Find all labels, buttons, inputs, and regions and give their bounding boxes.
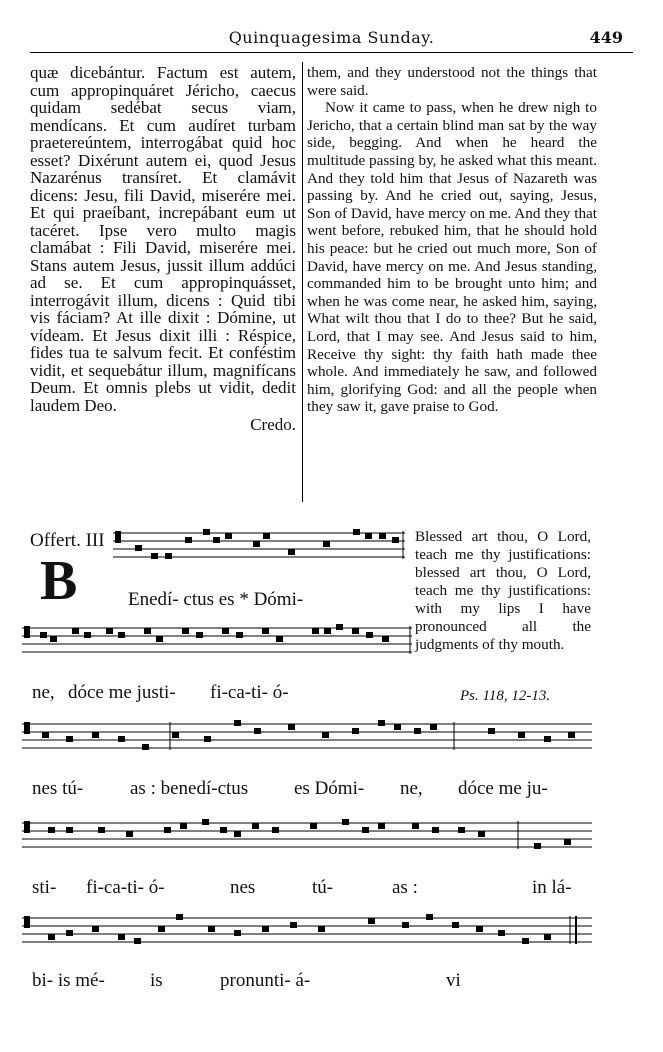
column-divider xyxy=(302,62,303,502)
running-title: Quinquagesima Sunday. xyxy=(228,28,435,47)
chant-staff-1 xyxy=(113,527,405,563)
lyric-syllable: pronunti- á- xyxy=(220,970,311,991)
lyric-syllable: dóce me ju- xyxy=(458,778,548,799)
offertory-citation: Ps. 118, 12-13. xyxy=(460,688,551,704)
lyric-syllable: bi- is mé- xyxy=(32,970,105,991)
lyric-syllable: as : benedí-ctus xyxy=(130,778,249,799)
english-continuation: them, and they understood not the things that were said. xyxy=(307,64,597,99)
lyric-syllable: sti- xyxy=(32,877,57,898)
lyric-syllable: nes tú- xyxy=(32,778,84,799)
lyric-syllable: fi-ca-ti- ó- xyxy=(210,682,289,703)
lyric-syllable: tú- xyxy=(312,877,334,898)
english-column xyxy=(307,64,597,416)
credo-label: Credo. xyxy=(250,415,296,434)
lyric-syllable: vi xyxy=(446,970,461,991)
english-gospel-text: Now it came to pass, when he drew nigh to Jericho, that a certain blind man sat by the way side, begging. And when he heard the multitude passing by, he asked what this meant. And they told him that Jesus of Nazareth was passing by. And he cried out, saying, Jesus, Son of David, have mercy on me. And they that went before, rebuked him, that he should hold his peace: but he cried out much more, Son of David, have mercy on me. And Jesus standing, commanded him to be brought unto him; and when he was come near, he asked him, saying, What wilt thou that I do to thee? But he said, Lord, that I may see. And Jesus said to him, Receive thy sight: thy faith hath made thee whole. And immediately he saw, and followed him, glorifying God: and all the people when they saw it, gave praise to God. xyxy=(307,99,597,416)
offertory-label: Offert. III xyxy=(30,530,105,551)
lyric-syllable: es Dómi- xyxy=(294,778,365,799)
chant-staff-2 xyxy=(22,622,412,658)
latin-gospel-text: quæ dicebántur. Factum est autem, cum appropinquáret Jéricho, caecus quidam sedébat secus viam, mendícans. Et cum audíret turbam praetereúntem, interrogábat quid hoc esset? Dixérunt autem ei, quod Jesus Nazarénus transíret. Et clamávit dicens: Jesu, fili David, miserére mei. Et qui praeíbant, increpábant eum ut tacéret. Ipse vero multo magis clamábat : Fili David, miserére mei. Stans autem Jesus, jussit illum addúci ad se. Et cum appropinquásset, interrogávit illum, dicens : Quid tibi vis fáciam? At ille dixit : Dómine, ut vídeam. Et Jesus dixit illi : Réspice, fides tua te salvum fecit. Et conféstim vidit, et sequebátur illum, magnifícans Deum. Et omnis plebs ut vidit, dedit laudem Deo. xyxy=(30,63,296,415)
lyric-syllable: dóce me justi- xyxy=(68,682,176,703)
lyric-syllable: as : xyxy=(392,877,418,898)
header-rule xyxy=(30,52,633,53)
chant-staff-5 xyxy=(22,910,592,954)
offertory-translation: Blessed art thou, O Lord, teach me thy justifications: blessed art thou, O Lord, teach me thy justifications: with my lips I have pronounced all the judgments of thy mouth. xyxy=(415,528,591,653)
lyric-syllable: is xyxy=(150,970,163,991)
chant-staff-3 xyxy=(22,716,592,756)
lyric-syllable: nes xyxy=(230,877,256,898)
page-number: 449 xyxy=(589,28,623,47)
chant-staff-4 xyxy=(22,815,592,855)
lyric-syllable: ne, xyxy=(400,778,423,799)
lyric-syllable: ne, xyxy=(32,682,55,703)
latin-column xyxy=(30,64,296,434)
lyric-syllable: Enedí- ctus es * Dómi- xyxy=(128,589,304,610)
lyric-syllable: fi-ca-ti- ó- xyxy=(86,877,165,898)
lyric-syllable: in lá- xyxy=(532,877,572,898)
offertory-initial: B xyxy=(40,550,78,612)
